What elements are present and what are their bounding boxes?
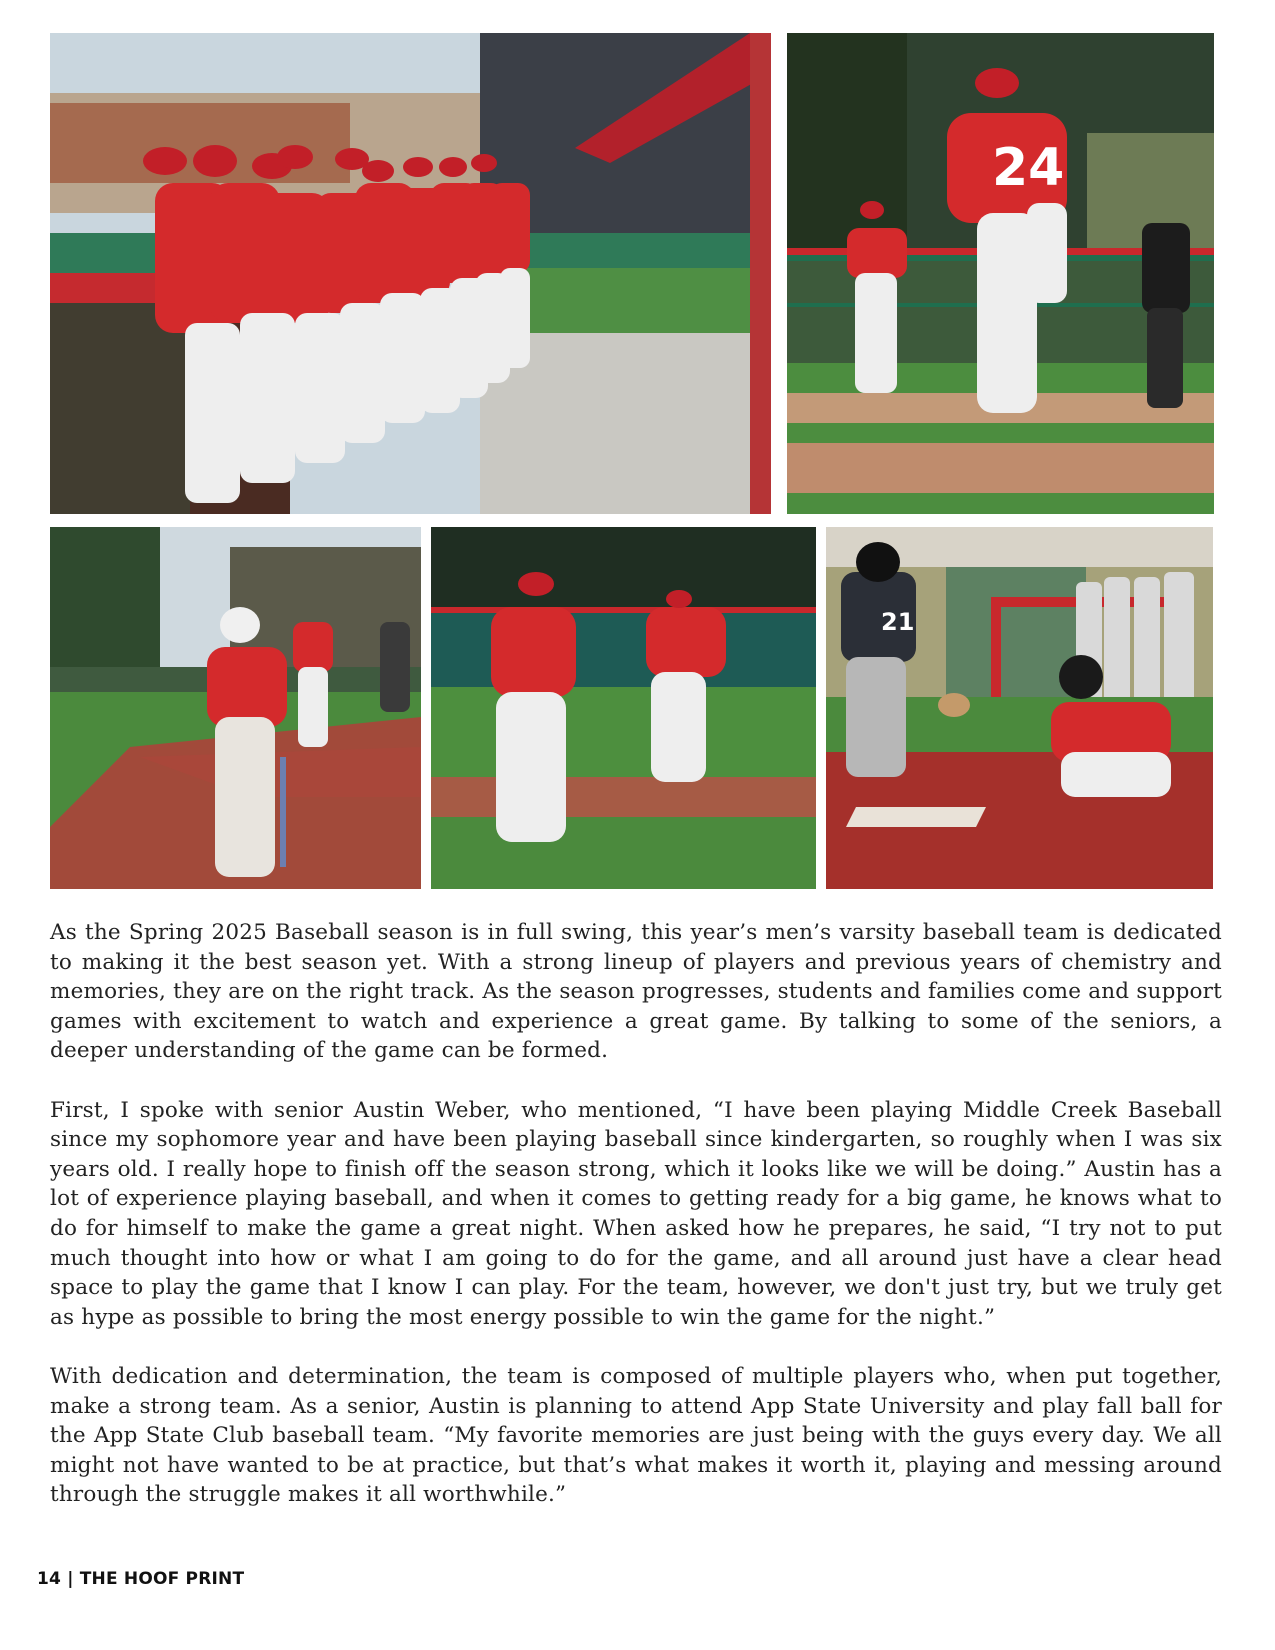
page-number: 14 bbox=[37, 1569, 62, 1589]
footer-separator: | bbox=[67, 1569, 74, 1589]
dugout-team-photo bbox=[50, 33, 771, 514]
pitcher-24-photo bbox=[787, 33, 1214, 514]
fielders-running-photo bbox=[431, 527, 816, 889]
catcher-at-plate-photo bbox=[826, 527, 1213, 889]
svg-text:21: 21 bbox=[881, 608, 915, 636]
article-paragraph-1: As the Spring 2025 Baseball season is in full swing, this year’s men’s varsity baseball team is dedicated to making it the best season yet. With a strong lineup of players and previous years of chemistry and memories, they are on the right track. As the season progresses, students and families come and support games with excitement to watch and experience a great game. By talking to some of the seniors, a deeper understanding of the game can be formed. bbox=[50, 920, 1222, 1064]
svg-text:24: 24 bbox=[992, 138, 1065, 198]
article-paragraph-2: First, I spoke with senior Austin Weber, who mentioned, “I have been playing Middle Creek Baseball since my sophomore year and have been playing baseball since kindergarten, so roughly when I was six years old. I really hope to finish off the season strong, which it looks like we will be doing.” Austin has a lot of experience playing baseball, and when it comes to getting ready for a big game, he knows what to do for himself to make the game a great night. When asked how he prepares, he said, “I try not to put much thought into how or what I am going to do for the game, and all around just have a clear head space to play the game that I know I can play. For the team, however, we don't just try, but we truly get as hype as possible to bring the most energy possible to win the game for the night.” bbox=[50, 1097, 1222, 1330]
publication-name: THE HOOF PRINT bbox=[79, 1569, 245, 1589]
batter-21-walking-photo bbox=[50, 527, 421, 889]
article-body bbox=[50, 918, 1222, 1539]
article-paragraph-3: With dedication and determination, the team is composed of multiple players who, when put together, make a strong team. As a senior, Austin is planning to attend App State University and play fall ball for the App State Club baseball team. “My favorite memories are just being with the guys every day. We all might not have wanted to be at practice, but that’s what makes it worth it, playing and messing around through the struggle makes it all worthwhile.” bbox=[50, 1363, 1222, 1508]
page-footer bbox=[37, 1569, 244, 1589]
